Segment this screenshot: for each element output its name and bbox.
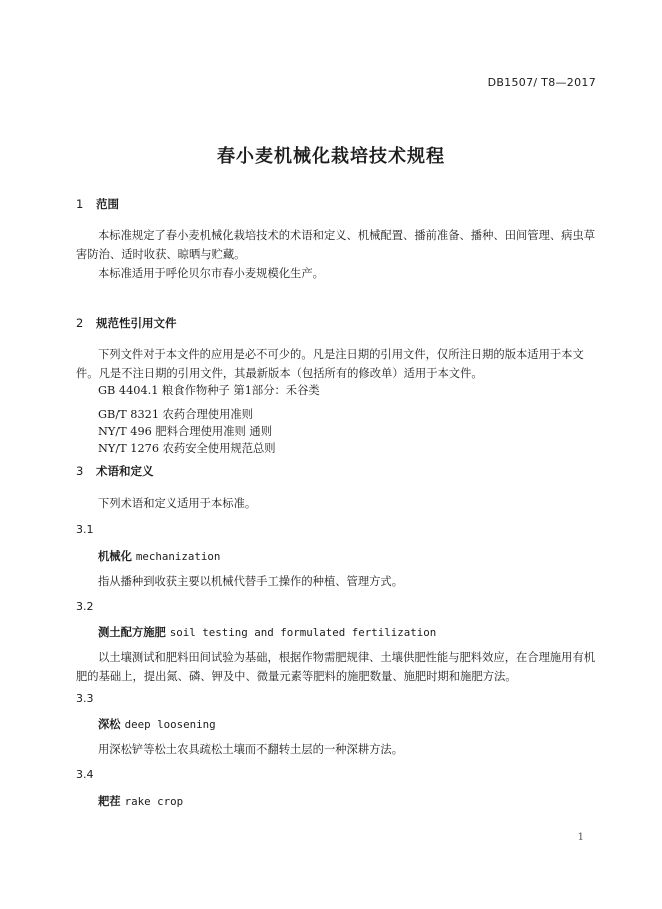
page-number: 1 <box>577 832 584 843</box>
term-rake-crop <box>98 793 183 809</box>
section-3-heading <box>76 463 154 479</box>
term-mechanization <box>98 548 220 564</box>
term-zh: 测土配方施肥 <box>98 626 166 639</box>
term-soil-testing <box>98 624 436 640</box>
section-1-heading <box>76 196 119 212</box>
document-id: DB1507/ T8—2017 <box>487 76 596 89</box>
document-title: 春小麦机械化栽培技术规程 <box>217 146 445 167</box>
term-zh: 耙茬 <box>98 795 121 808</box>
section-number: 2 <box>76 316 84 330</box>
section-number: 1 <box>76 197 84 211</box>
term-number: 3.2 <box>76 600 94 613</box>
term-zh: 深松 <box>98 718 121 731</box>
term-en: rake crop <box>124 795 184 808</box>
term-zh: 机械化 <box>98 550 132 563</box>
section-title: 范围 <box>96 197 119 211</box>
term-definition: 指从播种到收获主要以机械代替手工操作的种植、管理方式。 <box>98 575 404 588</box>
terms-intro: 下列术语和定义适用于本标准。 <box>98 497 257 510</box>
term-definition: 以土壤测试和肥料田间试验为基础，根据作物需肥规律、土壤供肥性能与肥料效应，在合理施用有机肥的基础上，提出氮、磷、钾及中、微量元素等肥料的施肥数量、施肥时期和施肥方法。 <box>76 651 596 683</box>
reference-item: GB/T 8321 农药合理使用准则 <box>98 408 253 421</box>
term-en: soil testing and formulated fertilization <box>169 626 437 639</box>
reference-item: NY/T 1276 农药安全使用规范总则 <box>98 442 276 455</box>
section-number: 3 <box>76 464 84 478</box>
scope-paragraph-2: 本标准适用于呼伦贝尔市春小麦规模化生产。 <box>98 267 324 280</box>
term-number: 3.4 <box>76 768 94 781</box>
term-definition: 用深松铲等松土农具疏松土壤而不翻转土层的一种深耕方法。 <box>98 743 404 756</box>
scope-paragraph-1: 本标准规定了春小麦机械化栽培技术的术语和定义、机械配置、播前准备、播种、田间管理、病虫草害防治、适时收获、晾晒与贮藏。 <box>76 229 596 261</box>
term-en: deep loosening <box>124 718 216 731</box>
term-number: 3.1 <box>76 523 94 536</box>
reference-item: GB 4404.1 粮食作物种子 第1部分：禾谷类 <box>98 384 320 397</box>
term-en: mechanization <box>135 550 221 563</box>
reference-item: NY/T 496 肥料合理使用准则 通则 <box>98 425 272 438</box>
section-2-heading <box>76 315 177 331</box>
section-title: 规范性引用文件 <box>96 316 177 330</box>
term-deep-loosening <box>98 716 216 732</box>
section-title: 术语和定义 <box>96 464 154 478</box>
references-intro: 下列文件对于本文件的应用是必不可少的。凡是注日期的引用文件，仅所注日期的版本适用于本文件。凡是不注日期的引用文件，其最新版本（包括所有的修改单）适用于本文件。 <box>76 348 584 380</box>
term-number: 3.3 <box>76 692 94 705</box>
